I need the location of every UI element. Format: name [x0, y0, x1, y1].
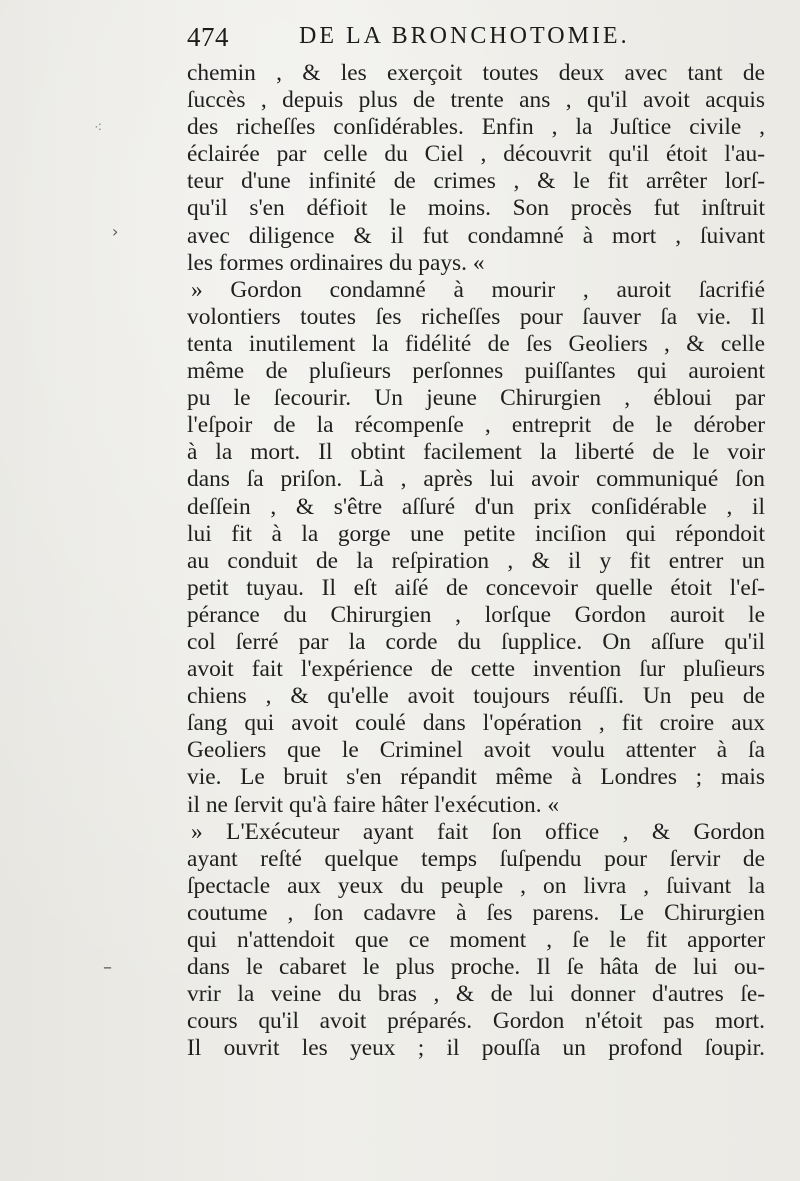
text-line: même de pluſieurs perſonnes puiſſantes qui auroient: [187, 358, 765, 385]
text-line: pérance du Chirurgien , lorſque Gordon auroit le: [187, 601, 765, 628]
ink-speck: ⁖: [94, 120, 103, 136]
text-line: qui n'attendoit que ce moment , ſe le fit apporter: [187, 927, 765, 953]
page-header: [187, 22, 767, 58]
text-line: au conduit de la reſpiration , & il y fit entrer un: [187, 547, 765, 574]
text-line: les formes ordinaires du pays. «: [187, 249, 485, 276]
ink-speck: –: [103, 957, 112, 978]
text-line: cours qu'il avoit préparés. Gordon n'étoit pas mort.: [187, 1008, 765, 1035]
text-line: éclairée par celle du Ciel , découvrit qu'il étoit l'au-: [187, 141, 765, 168]
running-head: DE LA BRONCHOTOMIE.: [299, 23, 630, 49]
text-line: chemin , & les exerçoit toutes deux avec tant de: [187, 60, 765, 86]
text-line: ayant reſté quelque temps ſuſpendu pour ſervir de: [187, 845, 765, 872]
text-line: ſpectacle aux yeux du peuple , on livra , ſuivant la: [187, 872, 765, 899]
text-line: qu'il s'en défioit le moins. Son procès fut inſtruit: [187, 195, 765, 222]
text-line: des richeſſes conſidérables. Enfin , la Juſtice civile ,: [187, 114, 765, 141]
body-text: [187, 60, 765, 1062]
text-line: dans le cabaret le plus proche. Il ſe hâta de lui ou-: [187, 954, 765, 981]
text-line: pu le ſecourir. Un jeune Chirurgien , ébloui par: [187, 385, 765, 412]
text-line: deſſein , & s'être aſſuré d'un prix conſidérable , il: [187, 493, 765, 520]
text-line: avoit fait l'expérience de cette invention ſur pluſieurs: [187, 656, 765, 683]
text-line: vrir la veine du bras , & de lui donner d'autres ſe-: [187, 981, 765, 1008]
text-line: volontiers toutes ſes richeſſes pour ſauver ſa vie. Il: [187, 303, 765, 330]
text-line: dans ſa priſon. Là , après lui avoir communiqué ſon: [187, 466, 765, 493]
text-line: chiens , & qu'elle avoit toujours réuſſi. Un peu de: [187, 683, 765, 710]
text-line: avec diligence & il fut condamné à mort , ſuivant: [187, 222, 765, 249]
text-line: il ne ſervit qu'à faire hâter l'exécution. «: [187, 791, 560, 818]
text-line: lui fit à la gorge une petite inciſion qui répondoit: [187, 520, 765, 547]
text-line: tenta inutilement la fidélité de ſes Geoliers , & celle: [187, 330, 765, 357]
text-line: ſuccès , depuis plus de trente ans , qu'il avoit acquis: [187, 87, 765, 114]
text-line: l'eſpoir de la récompenſe , entreprit de le dérober: [187, 412, 765, 439]
page-number: 474: [187, 22, 229, 52]
text-line: Il ouvrit les yeux ; il pouſſa un profond ſoupir.: [187, 1035, 765, 1062]
text-line: petit tuyau. Il eſt aiſé de concevoir quelle étoit l'eſ-: [187, 574, 765, 601]
text-line: Geoliers que le Criminel avoit voulu attenter à ſa: [187, 737, 765, 764]
text-line: vie. Le bruit s'en répandit même à Londres ; mais: [187, 764, 765, 791]
text-line: teur d'une infinité de crimes , & le fit arrêter lorſ-: [187, 168, 765, 195]
text-line: » L'Exécuteur ayant fait ſon office , & Gordon: [191, 818, 765, 845]
text-line: ſang qui avoit coulé dans l'opération , fit croire aux: [187, 710, 765, 737]
text-line: coutume , ſon cadavre à ſes parens. Le Chirurgien: [187, 899, 765, 926]
text-line: » Gordon condamné à mourir , auroit ſacrifié: [191, 276, 765, 303]
text-line: col ſerré par la corde du ſupplice. On aſſure qu'il: [187, 628, 765, 655]
ink-speck: ›: [112, 222, 119, 241]
text-line: à la mort. Il obtint facilement la liberté de le voir: [187, 439, 765, 466]
